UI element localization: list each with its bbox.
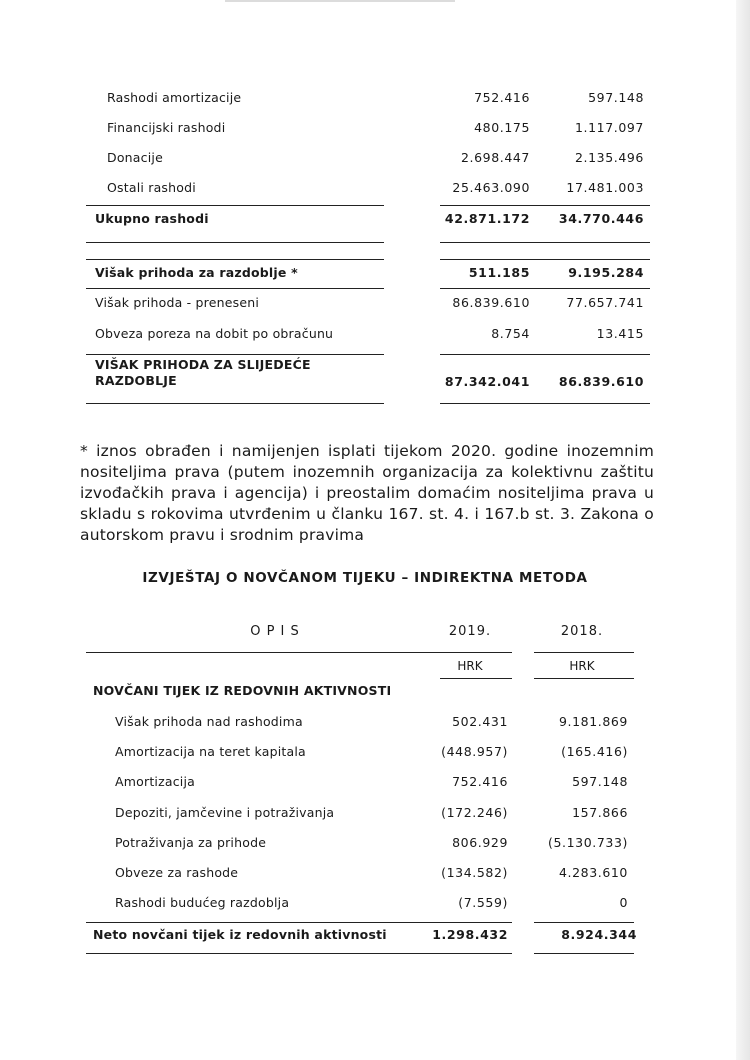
row-value-2018: 2.135.496 — [574, 150, 644, 165]
rule — [86, 288, 384, 289]
cf-row-2018: 0 — [619, 895, 628, 910]
cf-total-label: Neto novčani tijek iz redovnih aktivnosti — [93, 927, 387, 942]
surplus-next-2018: 86.839.610 — [558, 374, 644, 389]
cf-row-label: Višak prihoda nad rashodima — [115, 714, 303, 729]
cash-flow-title: IZVJEŠTAJ O NOVČANOM TIJEKU – INDIREKTNA METODA — [142, 570, 588, 586]
cf-row-2019: (7.559) — [458, 895, 508, 910]
surplus-period-2018: 9.195.284 — [568, 265, 644, 280]
surplus-period-2019: 511.185 — [468, 265, 530, 280]
rule — [86, 403, 384, 404]
row-value-2018: 1.117.097 — [574, 120, 644, 135]
cf-row-label: Depoziti, jamčevine i potraživanja — [115, 805, 335, 820]
cf-row-2019: (448.957) — [441, 744, 508, 759]
rule — [440, 678, 512, 679]
rule — [86, 652, 512, 653]
cf-row-label: Obveze za rashode — [115, 865, 239, 880]
column-header-2018: 2018. — [560, 624, 604, 639]
cf-row-label: Potraživanja za prihode — [115, 835, 267, 850]
surplus-next-2019: 87.342.041 — [444, 374, 530, 389]
rule — [86, 205, 384, 206]
total-expenses-label: Ukupno rashodi — [95, 211, 209, 226]
row-value-2018: 597.148 — [588, 90, 644, 105]
cf-row-2018: 157.866 — [572, 805, 628, 820]
row-value-2019: 752.416 — [474, 90, 530, 105]
cf-total-2019: 1.298.432 — [432, 927, 508, 942]
row-value-2019: 2.698.447 — [460, 150, 530, 165]
cf-row-2018: 9.181.869 — [558, 714, 628, 729]
tax-obligation-2018: 13.415 — [596, 326, 644, 341]
cf-row-2019: 752.416 — [452, 774, 508, 789]
scan-top-mark — [225, 0, 455, 2]
footnote: * iznos obrađen i namijenjen isplati tijekom 2020. godine inozemnim nositeljima prava (putem inozemnih organizacija za kolektivnu zaštitu izvođačkih prava i agencija) i preostalim domaćim nositeljima prava u skladu s rokovima utvrđenim u članku 167. st. 4. i 167.b st. 3. Zakona o autorskom pravu i srodnim pravima — [80, 442, 654, 544]
rule — [86, 354, 384, 355]
column-header-description: O P I S — [250, 624, 300, 639]
cf-row-2018: (165.416) — [561, 744, 628, 759]
surplus-carried-2018: 77.657.741 — [566, 295, 644, 310]
row-value-2019: 480.175 — [474, 120, 530, 135]
total-expenses-2019: 42.871.172 — [444, 211, 530, 226]
currency-2019: HRK — [457, 659, 483, 673]
page-edge-shadow — [736, 0, 750, 1060]
rule — [440, 288, 650, 289]
surplus-carried-2019: 86.839.610 — [452, 295, 530, 310]
rule — [86, 953, 512, 954]
tax-obligation-label: Obveza poreza na dobit po obračunu — [95, 326, 334, 341]
cf-total-2018: 8.924.344 — [561, 927, 637, 942]
section-heading: NOVČANI TIJEK IZ REDOVNIH AKTIVNOSTI — [93, 683, 392, 698]
cf-row-2018: 597.148 — [572, 774, 628, 789]
rule — [86, 922, 512, 923]
rule — [534, 678, 634, 679]
row-label: Donacije — [107, 150, 163, 165]
cf-row-label: Rashodi budućeg razdoblja — [115, 895, 290, 910]
row-value-2019: 25.463.090 — [452, 180, 530, 195]
column-header-2019: 2019. — [448, 624, 492, 639]
cf-row-label: Amortizacija — [115, 774, 195, 789]
surplus-carried-label: Višak prihoda - preneseni — [95, 295, 260, 310]
cf-row-2018: 4.283.610 — [558, 865, 628, 880]
rule — [86, 242, 384, 243]
row-label: Financijski rashodi — [107, 120, 226, 135]
surplus-next-label-line1: VIŠAK PRIHODA ZA SLIJEDEĆE — [95, 357, 311, 372]
currency-2018: HRK — [569, 659, 595, 673]
tax-obligation-2019: 8.754 — [491, 326, 530, 341]
rule — [440, 205, 650, 206]
cf-row-2019: (172.246) — [441, 805, 508, 820]
rule — [86, 259, 384, 260]
cf-row-2019: (134.582) — [441, 865, 508, 880]
cf-row-2018: (5.130.733) — [548, 835, 628, 850]
row-label: Ostali rashodi — [107, 180, 196, 195]
surplus-next-label-line2: RAZDOBLJE — [95, 373, 177, 388]
cf-row-label: Amortizacija na teret kapitala — [115, 744, 306, 759]
total-expenses-2018: 34.770.446 — [558, 211, 644, 226]
rule — [440, 403, 650, 404]
rule — [534, 922, 634, 923]
row-label: Rashodi amortizacije — [107, 90, 242, 105]
rule — [440, 242, 650, 243]
rule — [534, 953, 634, 954]
rule — [440, 354, 650, 355]
surplus-period-label: Višak prihoda za razdoblje * — [95, 265, 298, 280]
rule — [534, 652, 634, 653]
row-value-2018: 17.481.003 — [566, 180, 644, 195]
cf-row-2019: 502.431 — [452, 714, 508, 729]
cf-row-2019: 806.929 — [452, 835, 508, 850]
rule — [440, 259, 650, 260]
